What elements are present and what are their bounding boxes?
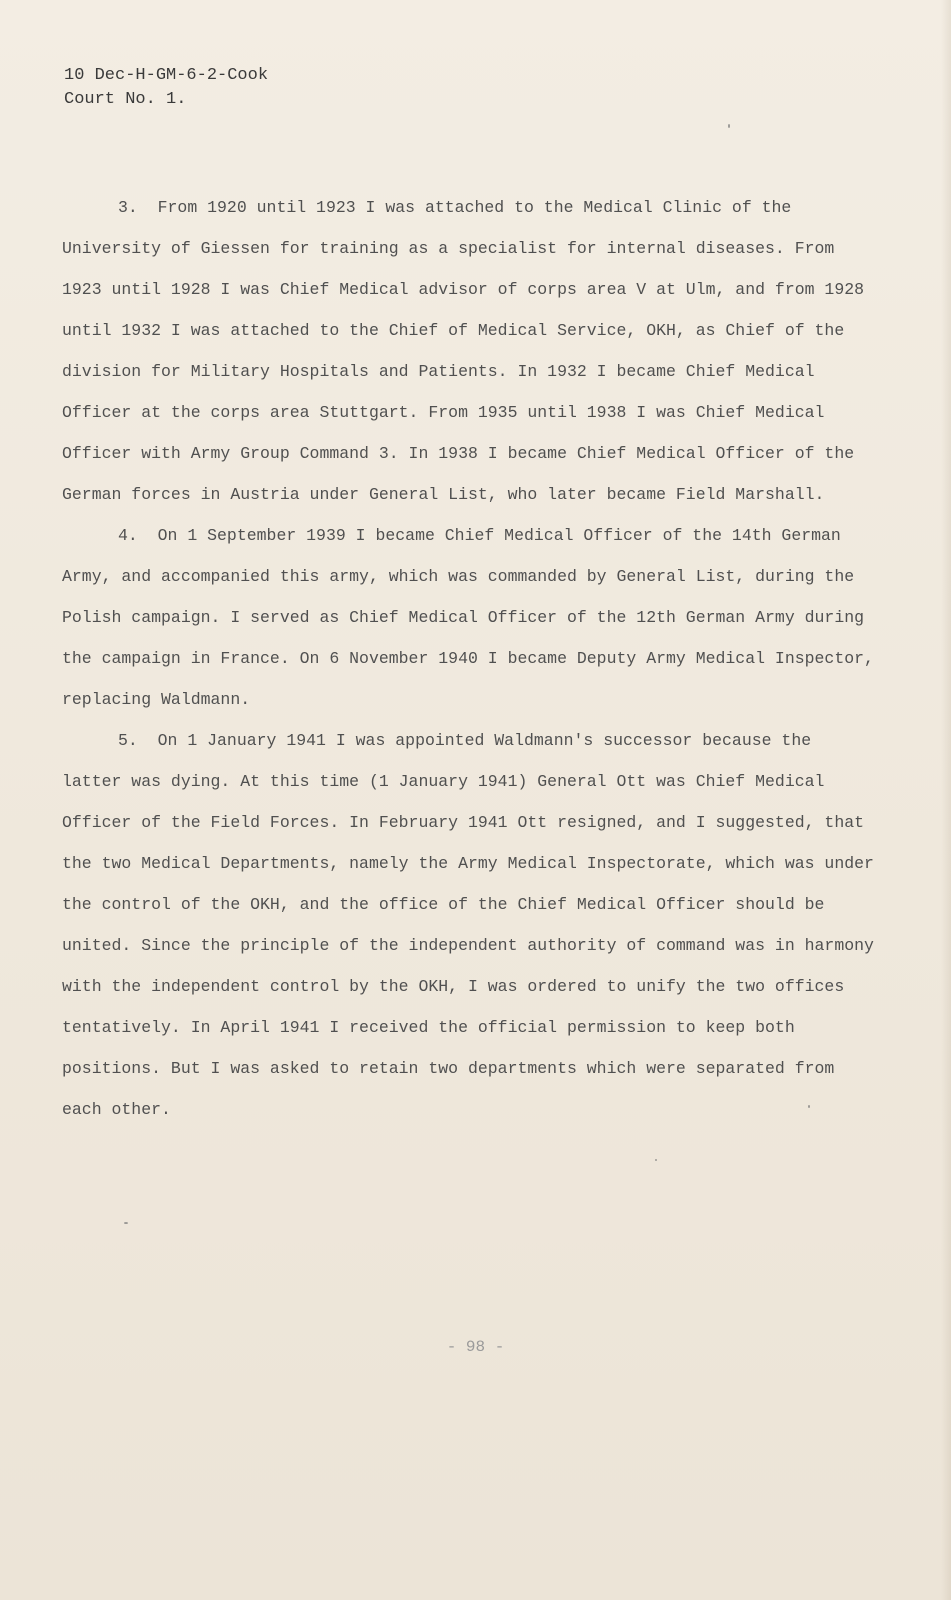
paper-speck	[124, 1222, 128, 1224]
paper-speck	[808, 1105, 810, 1108]
paragraph-5	[62, 720, 880, 1130]
court-line: Court No. 1.	[64, 90, 187, 109]
paragraph-4	[62, 515, 880, 720]
paragraph-number: 3.	[118, 198, 138, 217]
paragraph-number: 5.	[118, 731, 138, 750]
document-header	[64, 64, 268, 112]
paper-speck	[655, 1159, 657, 1161]
paragraph-text: From 1920 until 1923 I was attached to the Medical Clinic of the University of Giessen for training as a specialist for internal diseases. From 1923 until 1928 I was Chief Medical advisor of corps area V at Ulm, and from 1928 until 1932 I was attached to the Chief of Medical Service, OKH, as Chief of the division for Military Hospitals and Patients. In 1932 I became Chief Medical Officer at the corps area Stuttgart. From 1935 until 1938 I was Chief Medical Officer with Army Group Command 3. In 1938 I became Chief Medical Officer of the German forces in Austria under General List, who later became Field Marshall.	[62, 198, 865, 504]
paragraph-3	[62, 187, 880, 515]
document-body	[62, 187, 880, 1130]
reference-line: 10 Dec-H-GM-6-2-Cook	[64, 66, 269, 85]
paragraph-text: On 1 January 1941 I was appointed Waldmann's successor because the latter was dying. At this time (1 January 1941) General Ott was Chief Medical Officer of the Field Forces. In February 1941 Ott resigned, and I suggested, that the two Medical Departments, namely the Army Medical Inspectorate, which was under the control of the OKH, and the office of the Chief Medical Officer should be united. Since the principle of the independent authority of command was in harmony with the independent control by the OKH, I was ordered to unify the two offices tentatively. In April 1941 I received the official permission to keep both positions. But I was asked to retain two departments which were separated from each other.	[62, 731, 874, 1119]
paragraph-number: 4.	[118, 526, 138, 545]
paragraph-text: On 1 September 1939 I became Chief Medical Officer of the 14th German Army, and accompanied this army, which was commanded by General List, during the Polish campaign. I served as Chief Medical Officer of the 12th German Army during the campaign in France. On 6 November 1940 I became Deputy Army Medical Inspector, replacing Waldmann.	[62, 526, 874, 709]
paper-speck	[728, 124, 730, 128]
page-number: - 98 -	[446, 1338, 505, 1356]
page-edge-shadow	[941, 0, 951, 1600]
